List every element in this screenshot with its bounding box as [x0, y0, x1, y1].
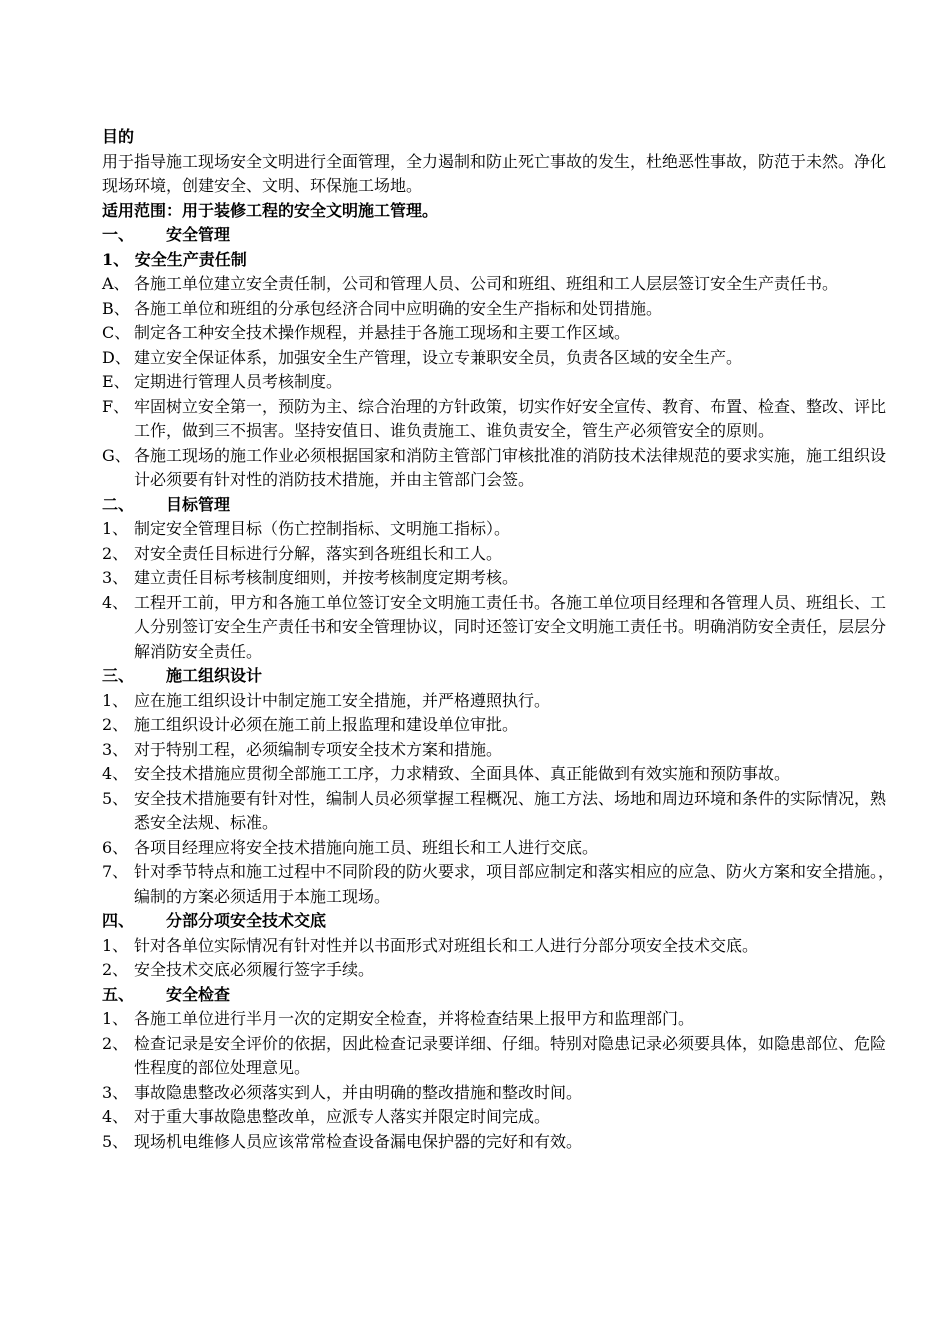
list-item: [102, 395, 897, 444]
list-item: [102, 958, 897, 983]
section-number: 五、: [102, 984, 135, 1004]
list-item-marker: F、: [102, 396, 130, 416]
list-item-text: 施工组织设计必须在施工前上报监理和建设单位审批。: [134, 715, 519, 734]
list-item-text: 检查记录是安全评价的依据，因此检查记录要详细、仔细。特别对隐患记录必须要具体，如隐患部位、危险性程度的部位处理意见。: [134, 1033, 887, 1077]
list-item-marker: E、: [102, 372, 130, 391]
section-number: 三、: [102, 666, 135, 685]
section-5-heading: [102, 983, 897, 1008]
list-item-text: 制定安全管理目标（伤亡控制指标、文明施工指标）。: [134, 519, 511, 538]
section-number: 四、: [102, 911, 135, 930]
section-1-list: [102, 272, 897, 493]
list-item-text: 对于重大事故隐患整改单，应派专人落实并限定时间完成。: [134, 1107, 551, 1126]
list-item-marker: 3、: [102, 1082, 129, 1102]
section-number: 二、: [102, 494, 135, 514]
section-title: 安全检查: [166, 984, 231, 1004]
list-item-marker: 4、: [102, 764, 129, 783]
list-item-marker: 2、: [102, 960, 129, 979]
section-title: 施工组织设计: [166, 666, 263, 685]
list-item-text: 各施工单位和班组的分承包经济合同中应明确的安全生产指标和处罚措施。: [134, 298, 663, 318]
section-5-list: [102, 1007, 897, 1154]
list-item-text: 建立责任目标考核制度细则，并按考核制度定期考核。: [134, 568, 519, 587]
list-item-marker: 6、: [102, 837, 129, 857]
list-item: [102, 444, 897, 493]
list-item-marker: 2、: [102, 543, 129, 563]
list-item: [102, 346, 897, 371]
list-item-text: 各施工现场的施工作业必须根据国家和消防主管部门审核批准的消防技术法律规范的要求实施，施工组织设计必须要有针对性的消防技术措施，并由主管部门会签。: [134, 445, 887, 489]
list-item-text: 各施工单位建立安全责任制，公司和管理人员、公司和班组、班组和工人层层签订安全生产责任书。: [134, 274, 839, 293]
list-item-marker: G、: [102, 445, 131, 465]
list-item-marker: B、: [102, 298, 130, 318]
list-item-text: 制定各工种安全技术操作规程，并悬挂于各施工现场和主要工作区域。: [134, 323, 631, 342]
list-item: [102, 591, 897, 665]
list-item-marker: 3、: [102, 739, 129, 759]
list-item: [102, 321, 897, 346]
list-item-marker: 3、: [102, 568, 129, 587]
list-item: [102, 1105, 897, 1130]
list-item: [102, 1130, 897, 1155]
list-item-text: 建立安全保证体系，加强安全生产管理，设立专兼职安全员，负责各区域的安全生产。: [134, 347, 743, 367]
section-1-heading: [102, 223, 897, 248]
list-item: [102, 762, 897, 787]
list-item: [102, 297, 897, 322]
list-item-text: 对于特别工程，必须编制专项安全技术方案和措施。: [134, 739, 503, 759]
list-item-marker: 1、: [102, 935, 129, 955]
list-item: [102, 517, 897, 542]
list-item-marker: 1、: [102, 519, 129, 538]
list-item-marker: C、: [102, 323, 131, 342]
list-item-marker: 2、: [102, 715, 129, 734]
section-title: 目标管理: [166, 494, 231, 514]
list-item: [102, 1007, 897, 1032]
list-item-text: 现场机电维修人员应该常常检查设备漏电保护器的完好和有效。: [134, 1131, 583, 1151]
list-item-text: 对安全责任目标进行分解，落实到各班组长和工人。: [134, 543, 503, 563]
list-item-text: 应在施工组织设计中制定施工安全措施，并严格遵照执行。: [134, 690, 551, 710]
section-4-list: [102, 934, 897, 983]
list-item-marker: 5、: [102, 1131, 129, 1151]
section-number: 一、: [102, 225, 135, 244]
subsection-title: 1、 安全生产责任制: [102, 249, 247, 269]
list-item: [102, 566, 897, 591]
section-title: 分部分项安全技术交底: [166, 911, 327, 930]
list-item-text: 工程开工前，甲方和各施工单位签订安全文明施工责任书。各施工单位项目经理和各管理人员、班组长、工人分别签订安全生产责任书和安全管理协议，同时还签订安全文明施工责任书。明确消防安全责任，层层分解消防安全责任。: [134, 592, 887, 661]
list-item: [102, 689, 897, 714]
list-item-text: 事故隐患整改必须落实到人，并由明确的整改措施和整改时间。: [134, 1082, 583, 1102]
list-item: [102, 713, 897, 738]
section-2-list: [102, 517, 897, 664]
list-item-text: 安全技术交底必须履行签字手续。: [134, 960, 375, 979]
list-item-text: 针对季节特点和施工过程中不同阶段的防火要求，项目部应制定和落实相应的应急、防火方案和安全措施。，编制的方案必须适用于本施工现场。: [134, 862, 895, 906]
list-item-marker: 1、: [102, 1009, 129, 1028]
list-item-marker: 7、: [102, 862, 129, 881]
list-item: [102, 836, 897, 861]
list-item-text: 各施工单位进行半月一次的定期安全检查，并将检查结果上报甲方和监理部门。: [134, 1009, 695, 1028]
list-item-marker: 2、: [102, 1033, 129, 1053]
scope-line: 适用范围：用于装修工程的安全文明施工管理。: [102, 200, 439, 220]
list-item: [102, 787, 897, 836]
list-item-marker: 5、: [102, 788, 129, 808]
section-2-heading: [102, 493, 897, 518]
list-item: [102, 542, 897, 567]
list-item: [102, 738, 897, 763]
list-item-marker: 4、: [102, 1107, 129, 1126]
list-item-text: 定期进行管理人员考核制度。: [134, 372, 343, 391]
list-item-text: 安全技术措施应贯彻全部施工工序，力求精致、全面具体、真正能做到有效实施和预防事故。: [134, 764, 791, 783]
section-3-list: [102, 689, 897, 910]
list-item: [102, 934, 897, 959]
list-item: [102, 272, 897, 297]
list-item-text: 安全技术措施要有针对性，编制人员必须掌握工程概况、施工方法、场地和周边环境和条件的实际情况，熟悉安全法规、标准。: [134, 788, 887, 832]
purpose-title: 目的: [102, 127, 135, 146]
section-3-heading: [102, 664, 897, 689]
list-item: [102, 860, 897, 909]
list-item: [102, 1032, 897, 1081]
list-item-marker: A、: [102, 274, 130, 293]
list-item: [102, 1081, 897, 1106]
document-body: [102, 125, 897, 1154]
section-title: 安全管理: [166, 225, 231, 244]
list-item-marker: 4、: [102, 592, 129, 612]
list-item-text: 各项目经理应将安全技术措施向施工员、班组长和工人进行交底。: [134, 837, 599, 857]
list-item: [102, 370, 897, 395]
list-item-text: 牢固树立安全第一，预防为主、综合治理的方针政策，切实作好安全宣传、教育、布置、检查、整改、评比工作，做到三不损害。坚持安值日、谁负责施工、谁负责安全，管生产必须管安全的原则。: [134, 396, 887, 440]
list-item-marker: D、: [102, 347, 131, 367]
section-4-heading: [102, 909, 897, 934]
list-item-text: 针对各单位实际情况有针对性并以书面形式对班组长和工人进行分部分项安全技术交底。: [134, 935, 759, 955]
purpose-text: 用于指导施工现场安全文明进行全面管理，全力遏制和防止死亡事故的发生，杜绝恶性事故，防范于未然。净化现场环境，创建安全、文明、环保施工场地。: [102, 151, 887, 195]
list-item-marker: 1、: [102, 690, 129, 710]
